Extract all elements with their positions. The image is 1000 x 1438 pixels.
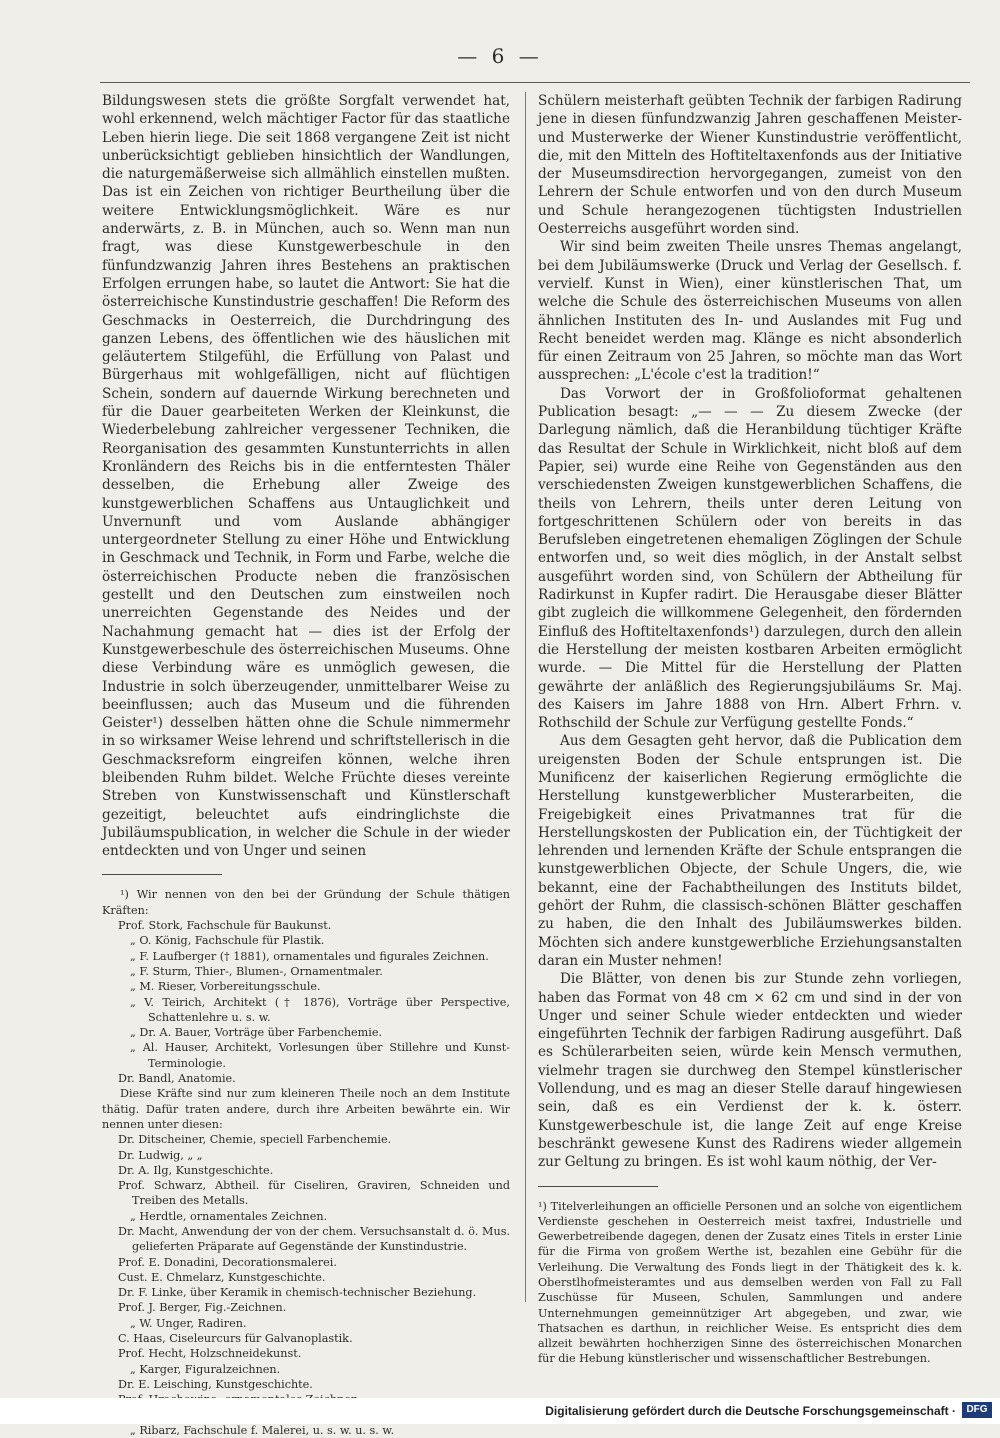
list-item: Prof. Schwarz, Abtheil. für Ciseliren, Graviren, Schneiden und Treiben des Metalls.: [118, 1179, 510, 1208]
list-item: Dr. A. Ilg, Kunstgeschichte.: [118, 1163, 274, 1177]
list-item: „ Dr. A. Bauer, Vorträge über Farbenchemie.: [130, 1026, 383, 1040]
list-item: Prof. J. Berger, Fig.-Zeichnen.: [118, 1301, 287, 1315]
list-item: „ O. König, Fachschule für Plastik.: [130, 934, 325, 948]
list-item: „ Ribarz, Fachschule f. Malerei, u. s. w. u. s. w.: [130, 1423, 395, 1437]
list-item: Dr. Bandl, Anatomie.: [118, 1072, 236, 1086]
list-item: „ V. Teirich, Architekt († 1876), Vorträge über Perspective, Schattenlehre u. s. w.: [130, 995, 510, 1024]
list-item: Dr. Macht, Anwendung der von der chem. Versuchsanstalt d. ö. Mus. gelieferten Präparate auf Gegenstände der Kunstindustrie.: [118, 1225, 510, 1254]
right-column: [538, 92, 962, 1378]
list-item: Prof. Hecht, Holzschneidekunst.: [118, 1347, 302, 1361]
footnote-list-1: [102, 918, 510, 1086]
dfg-logo: DFG: [962, 1402, 992, 1418]
left-paragraph-1: Bildungswesen stets die größte Sorgfalt verwendet hat, wohl erkennend, welch mächtiger Factor für das staatliche Leben hierin liege. Die seit 1868 vergangene Zeit ist nicht unberücksichtigt geblieben hinsichtlich der Wandlungen, die naturgemäßerweise sich allmählich einstellen mußten. Das ist ein Zeichen von richtiger Beurtheilung über die weitere Entwicklungsmöglichkeit. Wäre es nur anderwärts, z. B. in München, auch so. Wenn man nun fragt, was diese Kunstgewerbeschule in den fünfundzwanzig Jahren ihres Bestehens an praktischen Erfolgen errungen habe, so lautet die Antwort: Sie hat die österreichische Kunstindustrie geschaffen! Die Reform des Geschmacks in Oesterreich, die Durchdringung des ganzen Lebens, des öffentlichen wie des häuslichen mit geläutertem Stilgefühl, die Erfüllung von Palast und Bürgerhaus mit wohlgefälligen, nicht auf flüchtigen Schein, sondern auf dauernde Wirkung berechneten und für die Dauer gearbeiteten Werken der Kleinkunst, die Wiederbelebung zahlreicher vergessener Techniken, die Reorganisation des gesammten Kunstunterrichts in allen Kronländern des Reichs bis in die entferntesten Thäler desselben, die Erhebung aller Zweige des kunstgewerblichen Schaffens aus Untauglichkeit und Unvernunft und vom Auslande abhängiger untergeordneter Stellung zu einer Höhe und Entwicklung in Geschmack und Technik, in Form und Farbe, welche die österreichischen Producte neben die französischen gestellt und den Deutschen zum einstweilen noch unerreichten Gegenstande des Neides und der Nachahmung gemacht hat — dies ist der Erfolg der Kunstgewerbeschule des österreichischen Museums. Ohne diese Verbindung wäre es unmöglich gewesen, die Industrie in solch überzeugender, unmittelbarer Weise zu beeinflussen; auch das Museum und die führenden Geister¹) desselben hätten ohne die Schule nimmermehr in so wirksamer Weise lehrend und schriftstellerisch in die Geschmacksreform eingreifen können, welche ihren bleibenden Ruhm bildet. Welche Früchte dieses vereinte Streben von Kunstwissenschaft und Künstlerschaft gezeitigt, beleuchtet aufs eindringlichste die Jubiläumspublication, in welcher die Schule in der wieder entdeckten und von Unger und seinen: [102, 93, 510, 860]
list-item: „ F. Laufberger († 1881), ornamentales und figurales Zeichnen.: [130, 949, 489, 963]
list-item: Cust. E. Chmelarz, Kunstgeschichte.: [118, 1270, 326, 1284]
footnote-intro: ¹) Wir nennen von den bei der Gründung der Schule thätigen Kräften:: [102, 888, 510, 917]
right-paragraph-1: Schülern meisterhaft geübten Technik der farbigen Radirung jene in diesen fünfundzwanzig Jahren geschaffenen Meister- und Musterwerke der Wiener Kunstindustrie veröffentlicht, die, mit den Mitteln des Hoftiteltaxenfonds aus der Initiative der Museumsdirection hervorgegangen, zumeist von den Lehrern der Schule entworfen und von den durch Museum und Schule herangezogenen tüchtigsten Industriellen Oesterreichs ausgeführt worden sind.: [538, 93, 962, 238]
footnote-right: ¹) Titelverleihungen an officielle Personen und an solche von eigentlichem Verdienste geschehen in Oesterreich meist taxfrei, Industrielle und Gewerbetreibende dagegen, denen der Zusatz eines Titels in erster Linie für die Firma von großem Werthe ist, bezahlen eine Gebühr für die Verleihung. Die Verwaltung des Fonds liegt in der Thätigkeit des k. k. Oberstlhofmeisteramtes und aus demselben werden von Fall zu Fall Zuschüsse für Museen, Schulen, Sammlungen und andere Unternehmungen gemeinnütziger Art abgegeben, und zwar, wie Thatsachen es darthun, in reichlicher Weise. Es entspricht dies dem allzeit bewährten hochherzigen Sinne des österreichischen Monarchen für die Hebung künstlerischer und wissenschaftlicher Bestrebungen.: [538, 1199, 962, 1366]
list-item: Dr. Ludwig, „ „: [118, 1148, 203, 1162]
right-paragraph-3: Das Vorwort der in Großfolioformat gehaltenen Publication besagt: „— — — Zu diesem Zwecke (der Darlegung nämlich, daß die Heranbildung tüchtiger Kräfte das Resultat der Schule in Wirklichkeit, nicht bloß auf dem Papier, sei) wurde eine Reihe von Gegenständen aus den verschiedensten Zweigen kunstgewerblichen Schaffens, die theils von Lehrern, theils unter deren Leitung von fortgeschrittenen Schülern oder von bereits in das Berufsleben eingetretenen ehemaligen Zöglingen der Schule entworfen und, so weit dies möglich, in der Anstalt selbst ausgeführt worden sind, von Schülern der Abtheilung für Radirkunst in Kupfer radirt. Die Herausgabe dieser Blätter gibt zugleich die willkommene Gelegenheit, den fördernden Einfluß des Hoftiteltaxenfonds¹) darzulegen, durch den allein die Herstellung der meisten kostbaren Arbeiten ermöglicht wurde. — Die Mittel für die Herstellung der Platten gewährte der anläßlich des Regierungsjubiläums Sr. Maj. des Kaisers im Jahre 1888 von Hrn. Albert Frhrn. v. Rothschild der Schule zur Verfügung gestellte Fonds.“: [538, 385, 962, 732]
list-item: „ M. Rieser, Vorbereitungsschule.: [130, 980, 321, 994]
column-divider: [525, 92, 526, 1302]
list-item: Prof. E. Donadini, Decorationsmalerei.: [118, 1255, 337, 1269]
footnote-divider-right: [538, 1186, 658, 1187]
page-number: — 6 —: [457, 44, 543, 68]
digitization-footer: [0, 1398, 1000, 1424]
footnote-divider-left: [102, 874, 222, 875]
list-item: Dr. Ditscheiner, Chemie, speciell Farbenchemie.: [118, 1133, 392, 1147]
footnote-list-2: [102, 1132, 510, 1438]
list-item: Prof. Stork, Fachschule für Baukunst.: [118, 919, 332, 933]
footer-credit: Digitalisierung gefördert durch die Deutsche Forschungsgemeinschaft ·: [545, 1404, 956, 1418]
list-item: Dr. F. Linke, über Keramik in chemisch-technischer Beziehung.: [118, 1286, 477, 1300]
list-item: „ Karger, Figuralzeichnen.: [130, 1362, 281, 1376]
right-paragraph-4: Aus dem Gesagten geht hervor, daß die Publication dem ureigensten Boden der Schule entsprungen ist. Die Munificenz der kaiserlichen Regierung ermöglichte die Herstellung kunstgewerblicher Musterarbeiten, die Freigebigkeit eines Privatmannes trat für die Herstellungskosten der Publication ein, der Tüchtigkeit der lehrenden und lernenden Kräfte der Schule entsprangen die kunstgewerblichen Objecte, der Schule Ungers, die, wie bekannt, eine der Fachabtheilungen des Instituts bildet, gehört der Ruhm, die classisch-schönen Blätter geschaffen zu haben, die den Inhalt des Jubiläumswerkes bilden. Möchten sich andere kunstgewerbliche Erziehungsanstalten daran ein Muster nehmen!: [538, 733, 962, 969]
list-item: „ Al. Hauser, Architekt, Vorlesungen über Stillehre und Kunst-Terminologie.: [130, 1041, 510, 1070]
list-item: „ W. Unger, Radiren.: [130, 1316, 247, 1330]
left-column: [102, 92, 510, 1438]
right-paragraph-5: Die Blätter, von denen bis zur Stunde zehn vorliegen, haben das Format von 48 cm × 62 cm und sind in der von Unger und seiner Schule wieder entdeckten und wieder eingeführten Technik der farbigen Radirung ausgeführt. Daß es Schülerarbeiten seien, würde kein Mensch vermuthen, vielmehr tragen sie durchweg den Stempel künstlerischer Vollendung, und es mag an dieser Stelle darauf hingewiesen sein, daß es ein Verdienst der k. k. österr. Kunstgewerbeschule ist, die lange Zeit auf enge Kreise beschränkt gewesene Kunst des Radirens wieder allgemein zur Geltung zu bringen. Es ist wohl kaum nöthig, der Ver-: [538, 971, 962, 1171]
footnote-left: [102, 887, 510, 1438]
footnote-middle: Diese Kräfte sind nur zum kleineren Theile noch an dem Institute thätig. Dafür traten andere, durch ihre Arbeiten bewährte ein. Wir nennen unter diesen:: [102, 1087, 510, 1131]
header-rule: [100, 82, 970, 83]
list-item: C. Haas, Ciseleurcurs für Galvanoplastik.: [118, 1332, 353, 1346]
list-item: „ F. Sturm, Thier-, Blumen-, Ornamentmaler.: [130, 964, 383, 978]
list-item: Dr. E. Leisching, Kunstgeschichte.: [118, 1377, 313, 1391]
right-paragraph-2: Wir sind beim zweiten Theile unsres Themas angelangt, bei dem Jubiläumswerke (Druck und Verlag der Gesellsch. f. vervielf. Kunst in Wien), einer künstlerischen That, um welche die Schule des österreichischen Museums von allen ähnlichen Instituten des In- und Auslandes mit Fug und Recht beneidet werden mag. Klänge es nicht absonderlich für einen Zeitraum von 25 Jahren, so möchte man das Wort aussprechen: „L'école c'est la tradition!“: [538, 239, 962, 384]
list-item: „ Herdtle, ornamentales Zeichnen.: [130, 1209, 328, 1223]
